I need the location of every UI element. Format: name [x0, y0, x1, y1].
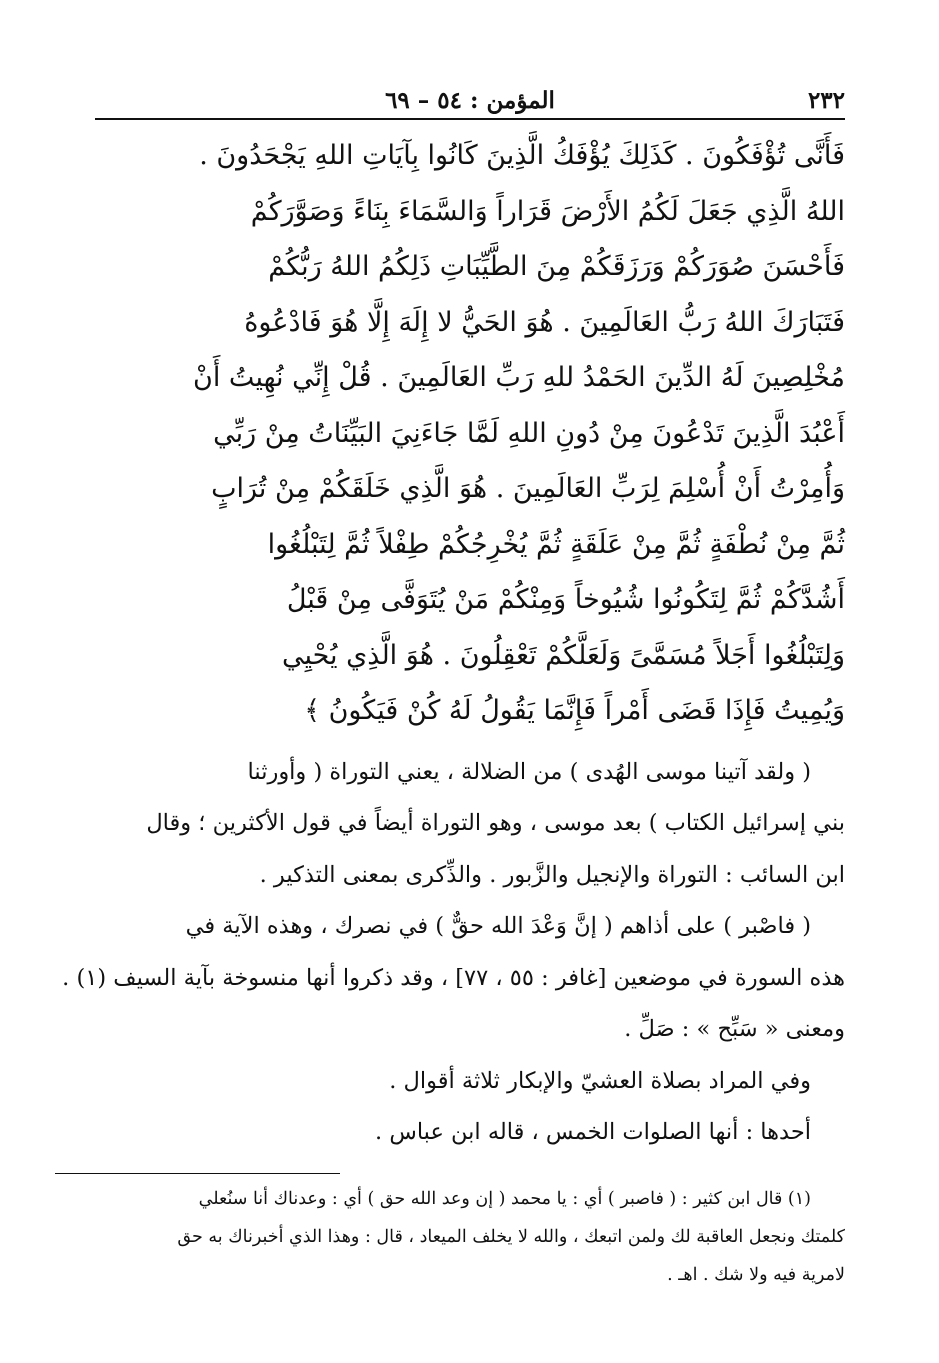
commentary-line: ومعنى « سَبِّح » : صَلِّ .	[624, 1016, 845, 1042]
commentary-line: ( فاصْبر ) على أذاهم ( إنَّ وَعْدَ الله حقٌّ ) في نصرك ، وهذه الآية في	[185, 913, 811, 939]
page-number: ٢٣٢	[807, 87, 845, 114]
book-page	[62, 70, 845, 1320]
verse-line: فَأَنَّى تُؤْفَكُونَ . كَذَلِكَ يُؤْفَكُ الَّذِينَ كَانُوا بِآيَاتِ اللهِ يَجْحَدُونَ .	[199, 140, 845, 171]
footnotes-block	[95, 1180, 845, 1294]
commentary-line: بني إسرائيل الكتاب ) بعد موسى ، وهو التوراة أيضاً في قول الأكثرين ؛ وقال	[146, 810, 845, 836]
commentary-line: هذه السورة في موضعين [غافر : ٥٥ ، ٧٧] ، وقد ذكروا أنها منسوخة بآية السيف (١) .	[62, 964, 845, 991]
commentary-line: وفي المراد بصلاة العشيّ والإبكار ثلاثة أقوال .	[389, 1067, 811, 1094]
verse-line: فَأَحْسَنَ صُوَرَكُمْ وَرَزَقَكُمْ مِنَ الطَّيِّبَاتِ ذَلِكُمُ اللهُ رَبُّكُمْ	[268, 251, 845, 282]
verse-line: وَيُمِيتُ فَإِذَا قَضَى أَمْراً فَإِنَّمَا يَقُولُ لَهُ كُنْ فَيَكُونُ ﴾	[304, 695, 845, 726]
verse-line: وَأُمِرْتُ أَنْ أُسْلِمَ لِرَبِّ العَالَمِينَ . هُوَ الَّذِي خَلَقَكُمْ مِنْ تُرَابٍ	[211, 473, 845, 504]
verse-line: أَعْبُدَ الَّذِينَ تَدْعُونَ مِنْ دُونِ اللهِ لَمَّا جَاءَنِيَ البَيِّنَاتُ مِنْ رَبِّي	[213, 417, 845, 449]
verse-line: ثُمَّ مِنْ نُطْفَةٍ ثُمَّ مِنْ عَلَقَةٍ ثُمَّ يُخْرِجُكُمْ طِفْلاً ثُمَّ لِتَبْلُغُوا	[267, 528, 845, 560]
running-title: المؤمن : ٥٤ – ٦٩	[385, 87, 555, 114]
footnote-separator	[55, 1173, 340, 1174]
header-rule	[95, 118, 845, 120]
verse-line: مُخْلِصِينَ لَهُ الدِّينَ الحَمْدُ للهِ رَبِّ العَالَمِينَ . قُلْ إِنِّي نُهِيتُ أَنْ	[193, 362, 845, 393]
verse-line: وَلِتَبْلُغُوا أَجَلاً مُسَمَّىً وَلَعَلَّكُمْ تَعْقِلُونَ . هُوَ الَّذِي يُحْيِي	[281, 639, 845, 671]
footnote-line: كلمتك ونجعل العاقبة لك ولمن اتبعك ، والله لا يخلف الميعاد ، قال : وهذا الذي أخبرناك به حق	[177, 1226, 845, 1247]
quran-verses-block	[95, 128, 845, 739]
verse-line: أَشُدَّكُمْ ثُمَّ لِتَكُونُوا شُيُوخاً وَمِنْكُمْ مَنْ يُتَوَفَّى مِنْ قَبْلُ	[286, 584, 845, 615]
verse-line: فَتَبَارَكَ اللهُ رَبُّ العَالَمِينَ . هُوَ الحَيُّ لا إِلَهَ إِلَّا هُوَ فَادْعُوهُ	[244, 306, 845, 338]
footnote-line: لامرية فيه ولا شك . اهـ .	[667, 1264, 845, 1285]
commentary-block	[62, 747, 845, 1159]
commentary-line: ابن السائب : التوراة والإنجيل والزَّبور . والذِّكرى بمعنى التذكير .	[259, 861, 845, 888]
footnote-line: (١) قال ابن كثير : ( فاصبر ) أي : يا محمد ( إن وعد الله حق ) أي : وعدناك أنا سنُعلي	[198, 1188, 811, 1209]
commentary-line: ( ولقد آتينا موسى الهُدى ) من الضلالة ، يعني التوراة ( وأورثنا	[247, 758, 811, 785]
commentary-line: أحدها : أنها الصلوات الخمس ، قاله ابن عباس .	[375, 1119, 811, 1145]
page-header	[95, 70, 845, 114]
verse-line: اللهُ الَّذِي جَعَلَ لَكُمُ الأَرْضَ قَرَاراً وَالسَّمَاءَ بِنَاءً وَصَوَّرَكُمْ	[250, 195, 845, 227]
